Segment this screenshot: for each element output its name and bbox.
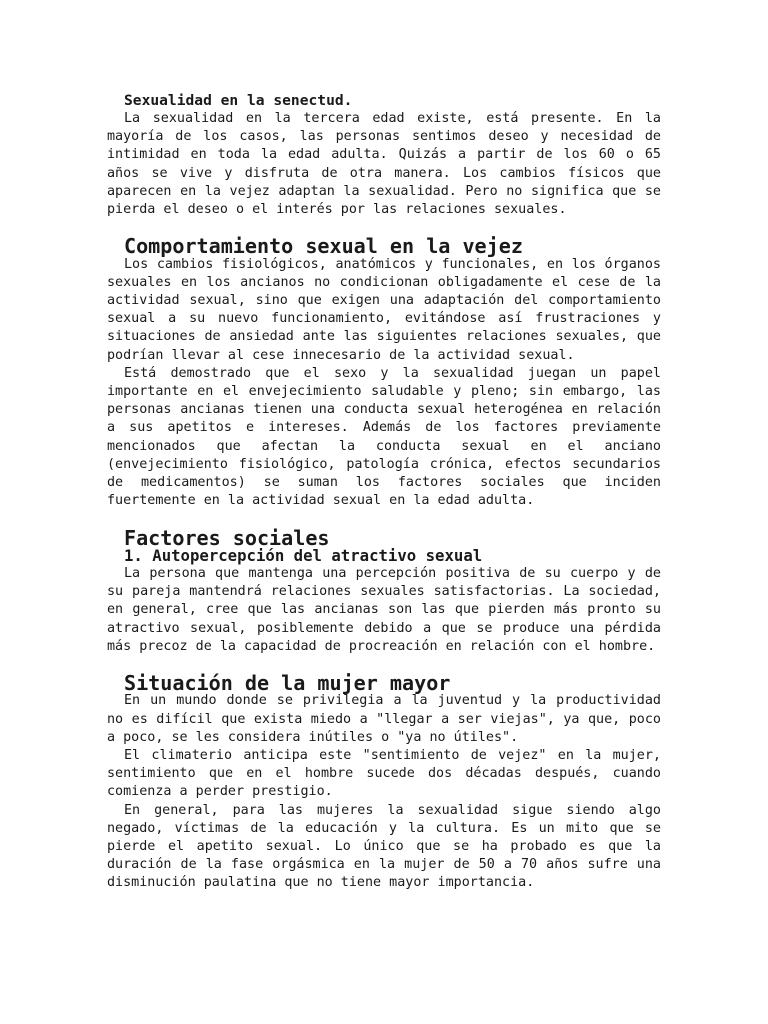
section-heading-factores: Factores sociales (124, 525, 330, 550)
document-page (107, 92, 661, 893)
intro-paragraph: La sexualidad en la tercera edad existe, está presente. En la mayoría de los casos, las personas sentimos deseo y necesidad de intimidad en toda la edad adulta. Quizás a partir de los 60 o 65 años se vive y disfruta de otra manera. Los cambios físicos que aparecen en la vejez adaptan la sexualidad. Pero no significa que se pierda el deseo o el interés por las relaciones sexuales. (107, 111, 661, 218)
paragraph: Está demostrado que el sexo y la sexualidad juegan un papel importante en el envejecimiento saludable y pleno; sin embargo, las personas ancianas tienen una conducta sexual heterogénea en relación a sus apetitos e intereses. Además de los factores previamente mencionados que afectan la conducta sexual en el anciano (envejecimiento fisiológico, patología crónica, efectos secundarios de medicamentos) se suman los factores sociales que inciden fuertemente en la actividad sexual en la edad adulta. (107, 365, 661, 509)
paragraph: La persona que mantenga una percepción positiva de su cuerpo y de su pareja mantendrá relaciones sexuales satisfactorias. La sociedad, en general, cree que las ancianas son las que pierden más pronto su atractivo sexual, posiblemente debido a que se produce una pérdida más precoz de la capacidad de procreación en relación con el hombre. (107, 566, 661, 654)
section-heading-situacion: Situación de la mujer mayor (124, 671, 451, 696)
subsection-heading-autopercepcion: 1. Autopercepción del atractivo sexual (124, 545, 483, 565)
paragraph: Los cambios fisiológicos, anatómicos y funcionales, en los órganos sexuales en los ancianos no condicionan obligadamente el cese de la actividad sexual, sino que exigen una adaptación del comportamiento sexual a su nuevo funcionamiento, evitándose así frustraciones y situaciones de ansiedad ante las siguientes relaciones sexuales, que podrían llevar al cese innecesario de la actividad sexual. (107, 256, 661, 363)
paragraph: El climaterio anticipa este "sentimiento de vejez" en la mujer, sentimiento que en el hombre sucede dos décadas después, cuando comienza a perder prestigio. (107, 748, 661, 800)
document-title: Sexualidad en la senectud. (124, 92, 353, 109)
paragraph: En un mundo donde se privilegia a la juventud y la productividad no es difícil que exista miedo a "llegar a ser viejas", ya que, poco a poco, se les considera inútiles o "ya no útiles". (107, 693, 661, 745)
paragraph: En general, para las mujeres la sexualidad sigue siendo algo negado, víctimas de la educación y la cultura. Es un mito que se pierde el apetito sexual. Lo único que se ha probado es que la duración de la fase orgásmica en la mujer de 50 a 70 años sufre una disminución paulatina que no tiene mayor importancia. (107, 802, 661, 891)
section-heading-comportamiento: Comportamiento sexual en la vejez (124, 234, 523, 259)
